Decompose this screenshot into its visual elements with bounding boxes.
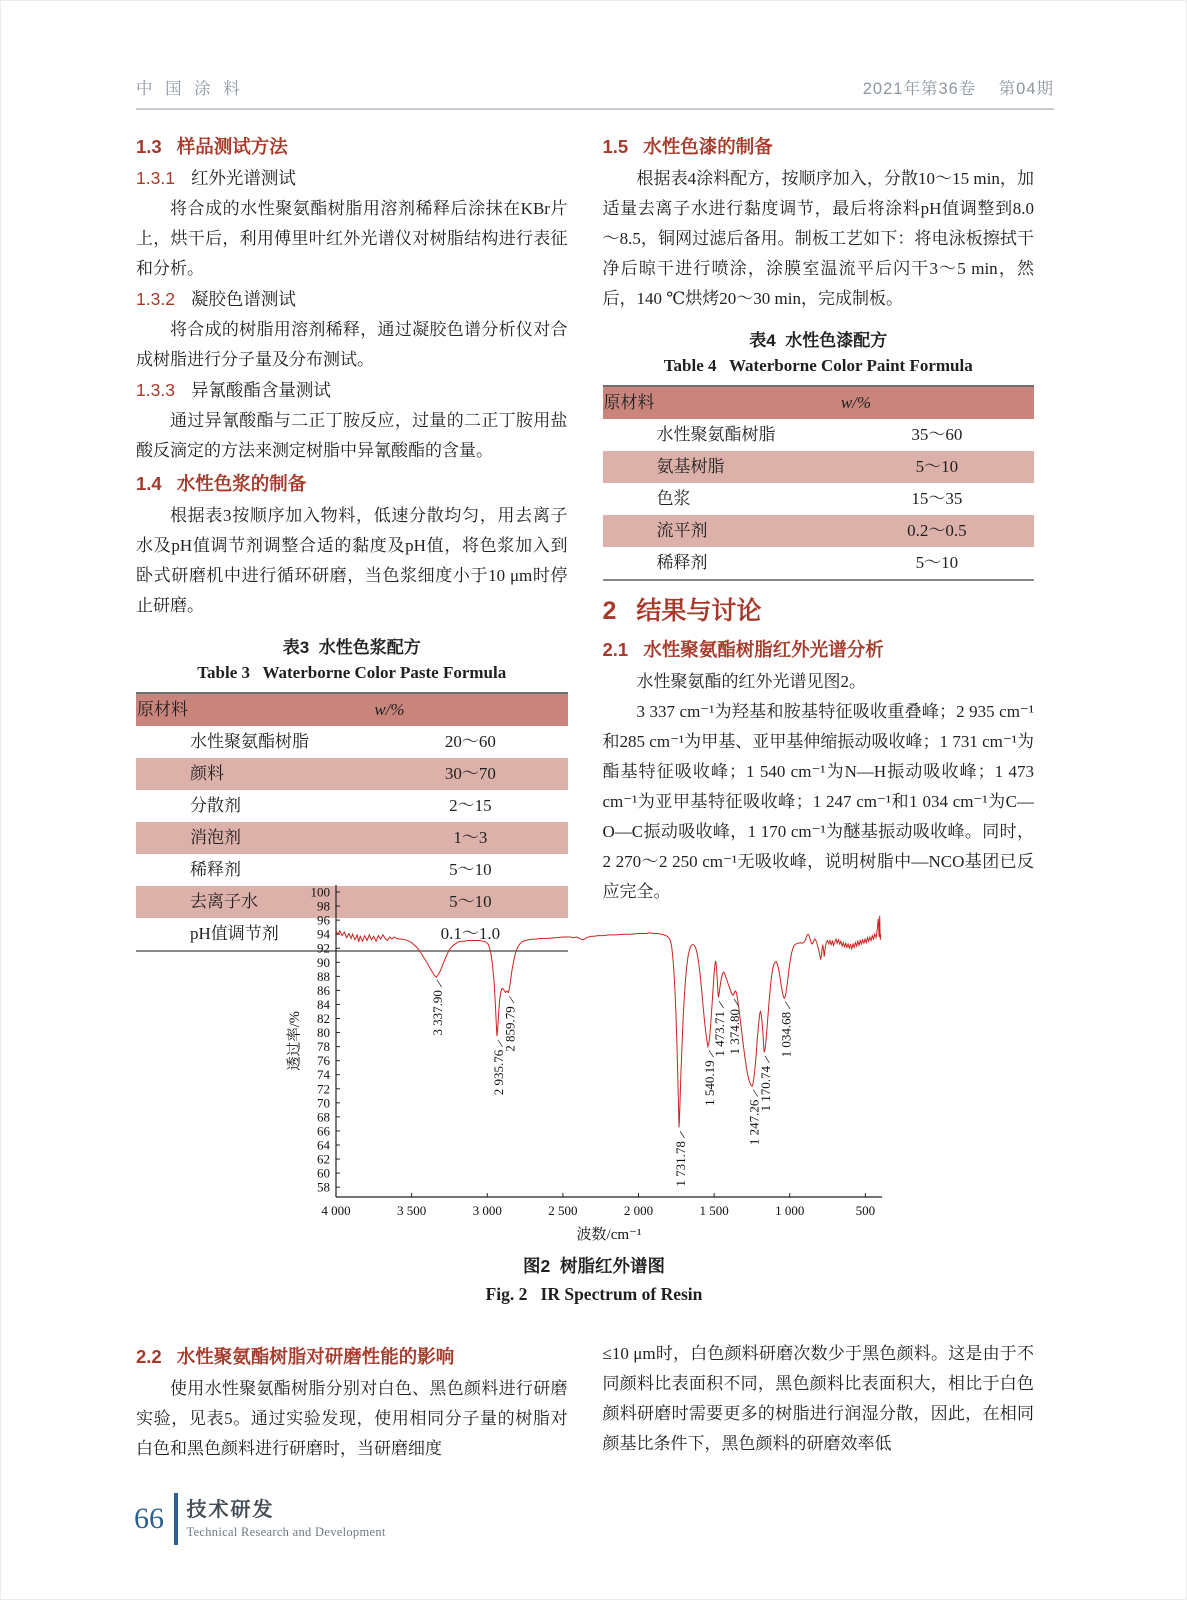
table-cell: 稀释剂 bbox=[656, 553, 708, 572]
y-axis-title: 透过率/% bbox=[287, 1011, 303, 1071]
page-footer bbox=[134, 1493, 386, 1545]
left-column-bottom bbox=[136, 1339, 568, 1464]
table-cell: 氨基树脂 bbox=[656, 457, 725, 476]
heading-1-5 bbox=[603, 132, 1035, 161]
y-tick-label: 96 bbox=[317, 912, 330, 928]
table-cell: 5～10 bbox=[915, 553, 959, 572]
heading-2 bbox=[603, 594, 1035, 628]
table-cell: 0.1～1.0 bbox=[440, 924, 501, 943]
peak-label: 2 859.79 bbox=[502, 1006, 518, 1052]
journal-name: 中 国 涂 料 bbox=[136, 80, 244, 98]
paragraph-nco-test: 通过异氰酸酯与二正丁胺反应，过量的二正丁胺用盐酸反滴定的方法来测定树脂中异氰酸酯的含量。 bbox=[136, 411, 568, 460]
y-tick-label: 68 bbox=[317, 1109, 330, 1125]
heading-1-3-2 bbox=[136, 285, 568, 314]
heading-1-5-title: 水性色漆的制备 bbox=[643, 136, 773, 157]
y-tick-label: 78 bbox=[317, 1039, 330, 1055]
y-tick-label: 94 bbox=[317, 926, 330, 942]
heading-2-title: 结果与讨论 bbox=[636, 597, 762, 625]
peak-label-leader bbox=[437, 980, 442, 987]
table-3-caption bbox=[136, 635, 568, 685]
heading-2-1-number: 2.1 bbox=[602, 639, 629, 660]
table-row bbox=[603, 515, 1035, 547]
x-tick-label: 3 000 bbox=[472, 1203, 502, 1218]
x-tick-label: 2 500 bbox=[548, 1203, 578, 1218]
table-4-caption bbox=[603, 328, 1035, 378]
heading-1-4 bbox=[136, 469, 568, 498]
table-cell: 20～60 bbox=[444, 732, 496, 751]
table-row bbox=[136, 726, 568, 758]
y-tick-label: 62 bbox=[317, 1151, 330, 1167]
y-tick-label: 82 bbox=[317, 1011, 330, 1027]
figure-2-caption bbox=[284, 1253, 904, 1305]
figure-2 bbox=[284, 873, 904, 1305]
x-tick-label: 500 bbox=[855, 1203, 876, 1218]
peak-label-leader bbox=[765, 1056, 770, 1063]
table-4-caption-zh: 表4 水性色漆配方 bbox=[749, 331, 888, 350]
heading-2-number: 2 bbox=[602, 597, 617, 625]
table-row bbox=[603, 451, 1035, 483]
y-tick-label: 76 bbox=[317, 1053, 330, 1069]
table-cell: 0.2～0.5 bbox=[907, 521, 967, 540]
y-tick-label: 72 bbox=[317, 1081, 330, 1097]
peak-label-leader bbox=[785, 1002, 790, 1009]
table-cell: 35～60 bbox=[911, 425, 963, 444]
table-cell: pH值调节剂 bbox=[190, 924, 279, 943]
table-row bbox=[603, 547, 1035, 580]
paragraph-ir-test: 将合成的水性聚氨酯树脂用溶剂稀释后涂抹在KBr片上，烘干后，利用傅里叶红外光谱仪对树脂结构进行表征和分析。 bbox=[136, 199, 568, 278]
table-3-caption-zh: 表3 水性色浆配方 bbox=[282, 638, 421, 657]
y-tick-label: 84 bbox=[317, 996, 330, 1012]
y-tick-label: 60 bbox=[317, 1165, 330, 1181]
peak-label: 1 731.78 bbox=[673, 1141, 689, 1187]
x-tick-label: 1 500 bbox=[699, 1203, 729, 1218]
table-cell: 15～35 bbox=[911, 489, 963, 508]
paragraph-paste-prep: 根据表3按顺序加入物料，低速分散均匀，用去离子水及pH值调节剂调整合适的黏度及pH值，将色浆加入到卧式研磨机中进行循环研磨，当色浆细度小于10 μm时停止研磨。 bbox=[136, 506, 568, 615]
y-tick-label: 80 bbox=[317, 1025, 330, 1041]
table-row bbox=[603, 483, 1035, 515]
heading-1-3-title: 样品测试方法 bbox=[176, 136, 288, 157]
issue-info: 2021年第36卷 第04期 bbox=[862, 80, 1054, 98]
peak-label: 2 935.76 bbox=[490, 1049, 506, 1096]
table-cell: 1～3 bbox=[453, 828, 488, 847]
table-cell: 去离子水 bbox=[190, 892, 258, 911]
x-tick-label: 4 000 bbox=[321, 1203, 351, 1218]
table-cell: 2～15 bbox=[449, 796, 492, 815]
footer-section-zh: 技术研发 bbox=[186, 1499, 275, 1521]
heading-1-3-3 bbox=[136, 376, 568, 405]
heading-1-3-1-title: 红外光谱测试 bbox=[190, 168, 296, 188]
y-tick-label: 58 bbox=[317, 1179, 330, 1195]
table-cell: 5～10 bbox=[449, 860, 492, 879]
y-tick-label: 90 bbox=[317, 954, 330, 970]
heading-1-3-3-title: 异氰酸酯含量测试 bbox=[190, 380, 331, 400]
ir-spectrum-line bbox=[336, 916, 881, 1128]
table-4-header-row bbox=[603, 386, 1035, 419]
paragraph-gpc-test: 将合成的树脂用溶剂稀释，通过凝胶色谱分析仪对合成树脂进行分子量及分布测试。 bbox=[136, 320, 568, 369]
table-header-cell: 原材料 bbox=[136, 693, 373, 726]
right-column-top bbox=[603, 129, 1035, 952]
paragraph-ir-analysis: 3 337 cm⁻¹为羟基和胺基特征吸收重叠峰；2 935 cm⁻¹和285 cm⁻¹为甲基、亚甲基伸缩振动吸收峰；1 731 cm⁻¹为酯基特征吸收峰；1 540 cm⁻¹为N—H振动吸收峰；1 473 cm⁻¹为亚甲基特征吸收峰；1 247 cm⁻¹和1 034 cm⁻¹为C—O—C振动吸收峰，1 170 cm⁻¹为醚基振动吸收峰。同时，2 270～2 250 cm⁻¹无吸收峰，说明树脂中—NCO基团已反应完全。 bbox=[602, 702, 1034, 901]
figure-2-caption-en: Fig. 2 IR Spectrum of Resin bbox=[485, 1284, 703, 1304]
table-cell: 分散剂 bbox=[190, 796, 241, 815]
footer-section-en: Technical Research and Development bbox=[186, 1525, 386, 1539]
right-column-bottom bbox=[603, 1339, 1035, 1464]
table-header-cell: 原材料 bbox=[603, 386, 840, 419]
table-cell: 5～10 bbox=[449, 892, 492, 911]
peak-label: 1 247.26 bbox=[746, 1099, 762, 1146]
y-tick-label: 74 bbox=[317, 1067, 330, 1083]
peak-label: 1 473.71 bbox=[712, 1011, 728, 1057]
peak-label: 3 337.90 bbox=[430, 990, 446, 1036]
heading-1-3 bbox=[136, 132, 568, 161]
page-header bbox=[136, 75, 1054, 110]
footer-section bbox=[187, 1498, 386, 1540]
figure-2-caption-zh: 图2 树脂红外谱图 bbox=[523, 1256, 665, 1276]
table-cell: 消泡剂 bbox=[190, 828, 241, 847]
table-row bbox=[136, 758, 568, 790]
paragraph-paint-prep: 根据表4涂料配方，按顺序加入，分散10～15 min，加适量去离子水进行黏度调节，最后将涂料pH值调整到8.0～8.5，铜网过滤后备用。制板工艺如下：将电泳板擦拭干净后晾干进行喷涂，涂膜室温流平后闪干3～5 min，然后，140 ℃烘烤20～30 min，完成制板。 bbox=[602, 169, 1034, 308]
heading-1-4-number: 1.4 bbox=[136, 473, 162, 494]
paragraph-grinding-1: 使用水性聚氨酯树脂分别对白色、黑色颜料进行研磨实验，见表5。通过实验发现，使用相同分子量的树脂对白色和黑色颜料进行研磨时，当研磨细度 bbox=[136, 1379, 568, 1458]
y-tick-label: 64 bbox=[317, 1137, 330, 1153]
bottom-columns bbox=[136, 1339, 1034, 1464]
y-tick-label: 70 bbox=[317, 1095, 330, 1111]
table-row bbox=[136, 790, 568, 822]
x-tick-label: 1 000 bbox=[775, 1203, 805, 1218]
peak-label: 1 170.74 bbox=[757, 1065, 773, 1112]
table-cell: 颜料 bbox=[190, 764, 224, 783]
y-tick-label: 92 bbox=[317, 940, 330, 956]
page-number: 66 bbox=[134, 1502, 164, 1535]
heading-1-3-1 bbox=[136, 164, 568, 193]
table-row bbox=[603, 419, 1035, 451]
table-row bbox=[136, 822, 568, 854]
table-cell: 流平剂 bbox=[656, 521, 708, 540]
heading-2-1-title: 水性聚氨酯树脂红外光谱分析 bbox=[643, 639, 884, 660]
table-cell: 水性聚氨酯树脂 bbox=[190, 732, 309, 751]
peak-label-leader bbox=[719, 1001, 724, 1008]
table-header-cell: w/% bbox=[373, 693, 567, 726]
heading-1-3-3-number: 1.3.3 bbox=[136, 380, 175, 400]
paragraph-ir-intro: 水性聚氨酯的红外光谱见图2。 bbox=[636, 672, 866, 691]
table-4-caption-en: Table 4 Waterborne Color Paint Formula bbox=[663, 356, 973, 375]
table-cell: 色浆 bbox=[656, 489, 691, 508]
y-tick-label: 100 bbox=[310, 884, 330, 900]
heading-1-5-number: 1.5 bbox=[602, 136, 629, 157]
y-tick-label: 86 bbox=[317, 982, 330, 998]
table-3-header-row bbox=[136, 693, 568, 726]
peak-label-leader bbox=[509, 996, 514, 1003]
peak-label: 1 540.19 bbox=[702, 1060, 718, 1106]
heading-1-3-2-number: 1.3.2 bbox=[136, 289, 175, 309]
table-cell: 水性聚氨酯树脂 bbox=[656, 425, 776, 444]
table-cell: 30～70 bbox=[444, 764, 496, 783]
table-cell: 稀释剂 bbox=[190, 860, 241, 879]
heading-1-3-1-number: 1.3.1 bbox=[136, 168, 175, 188]
table-3-caption-en: Table 3 Waterborne Color Paste Formula bbox=[197, 663, 507, 682]
ir-spectrum-chart bbox=[284, 873, 904, 1245]
peak-label-leader bbox=[680, 1131, 685, 1138]
x-tick-label: 3 500 bbox=[396, 1203, 427, 1218]
top-columns bbox=[136, 129, 1034, 952]
x-tick-label: 2 000 bbox=[623, 1203, 654, 1218]
heading-2-2 bbox=[136, 1342, 568, 1371]
heading-2-1 bbox=[603, 635, 1035, 664]
heading-1-3-2-title: 凝胶色谱测试 bbox=[190, 289, 296, 309]
x-axis-title: 波数/cm⁻¹ bbox=[576, 1227, 642, 1243]
y-tick-label: 66 bbox=[317, 1123, 330, 1139]
paragraph-grinding-2: ≤10 μm时，白色颜料研磨次数少于黑色颜料。这是由于不同颜料比表面积不同，黑色颜料比表面积大，相比于白色颜料研磨时需要更多的树脂进行润湿分散，因此，在相同颜基比条件下，黑色颜料的研磨效率低 bbox=[602, 1344, 1034, 1453]
heading-1-4-title: 水性色浆的制备 bbox=[176, 473, 307, 494]
left-column-top bbox=[136, 129, 568, 952]
heading-2-2-number: 2.2 bbox=[136, 1346, 162, 1367]
footer-divider-bar bbox=[174, 1493, 178, 1545]
y-tick-label: 98 bbox=[317, 898, 330, 914]
peak-label: 1 374.80 bbox=[727, 1009, 743, 1055]
table-4 bbox=[603, 385, 1035, 581]
peak-label: 1 034.68 bbox=[778, 1011, 794, 1058]
table-cell: 5～10 bbox=[915, 457, 959, 476]
table-header-cell: w/% bbox=[840, 386, 1034, 419]
y-tick-label: 88 bbox=[317, 968, 330, 984]
heading-1-3-number: 1.3 bbox=[136, 136, 162, 157]
heading-2-2-title: 水性聚氨酯树脂对研磨性能的影响 bbox=[176, 1346, 455, 1367]
